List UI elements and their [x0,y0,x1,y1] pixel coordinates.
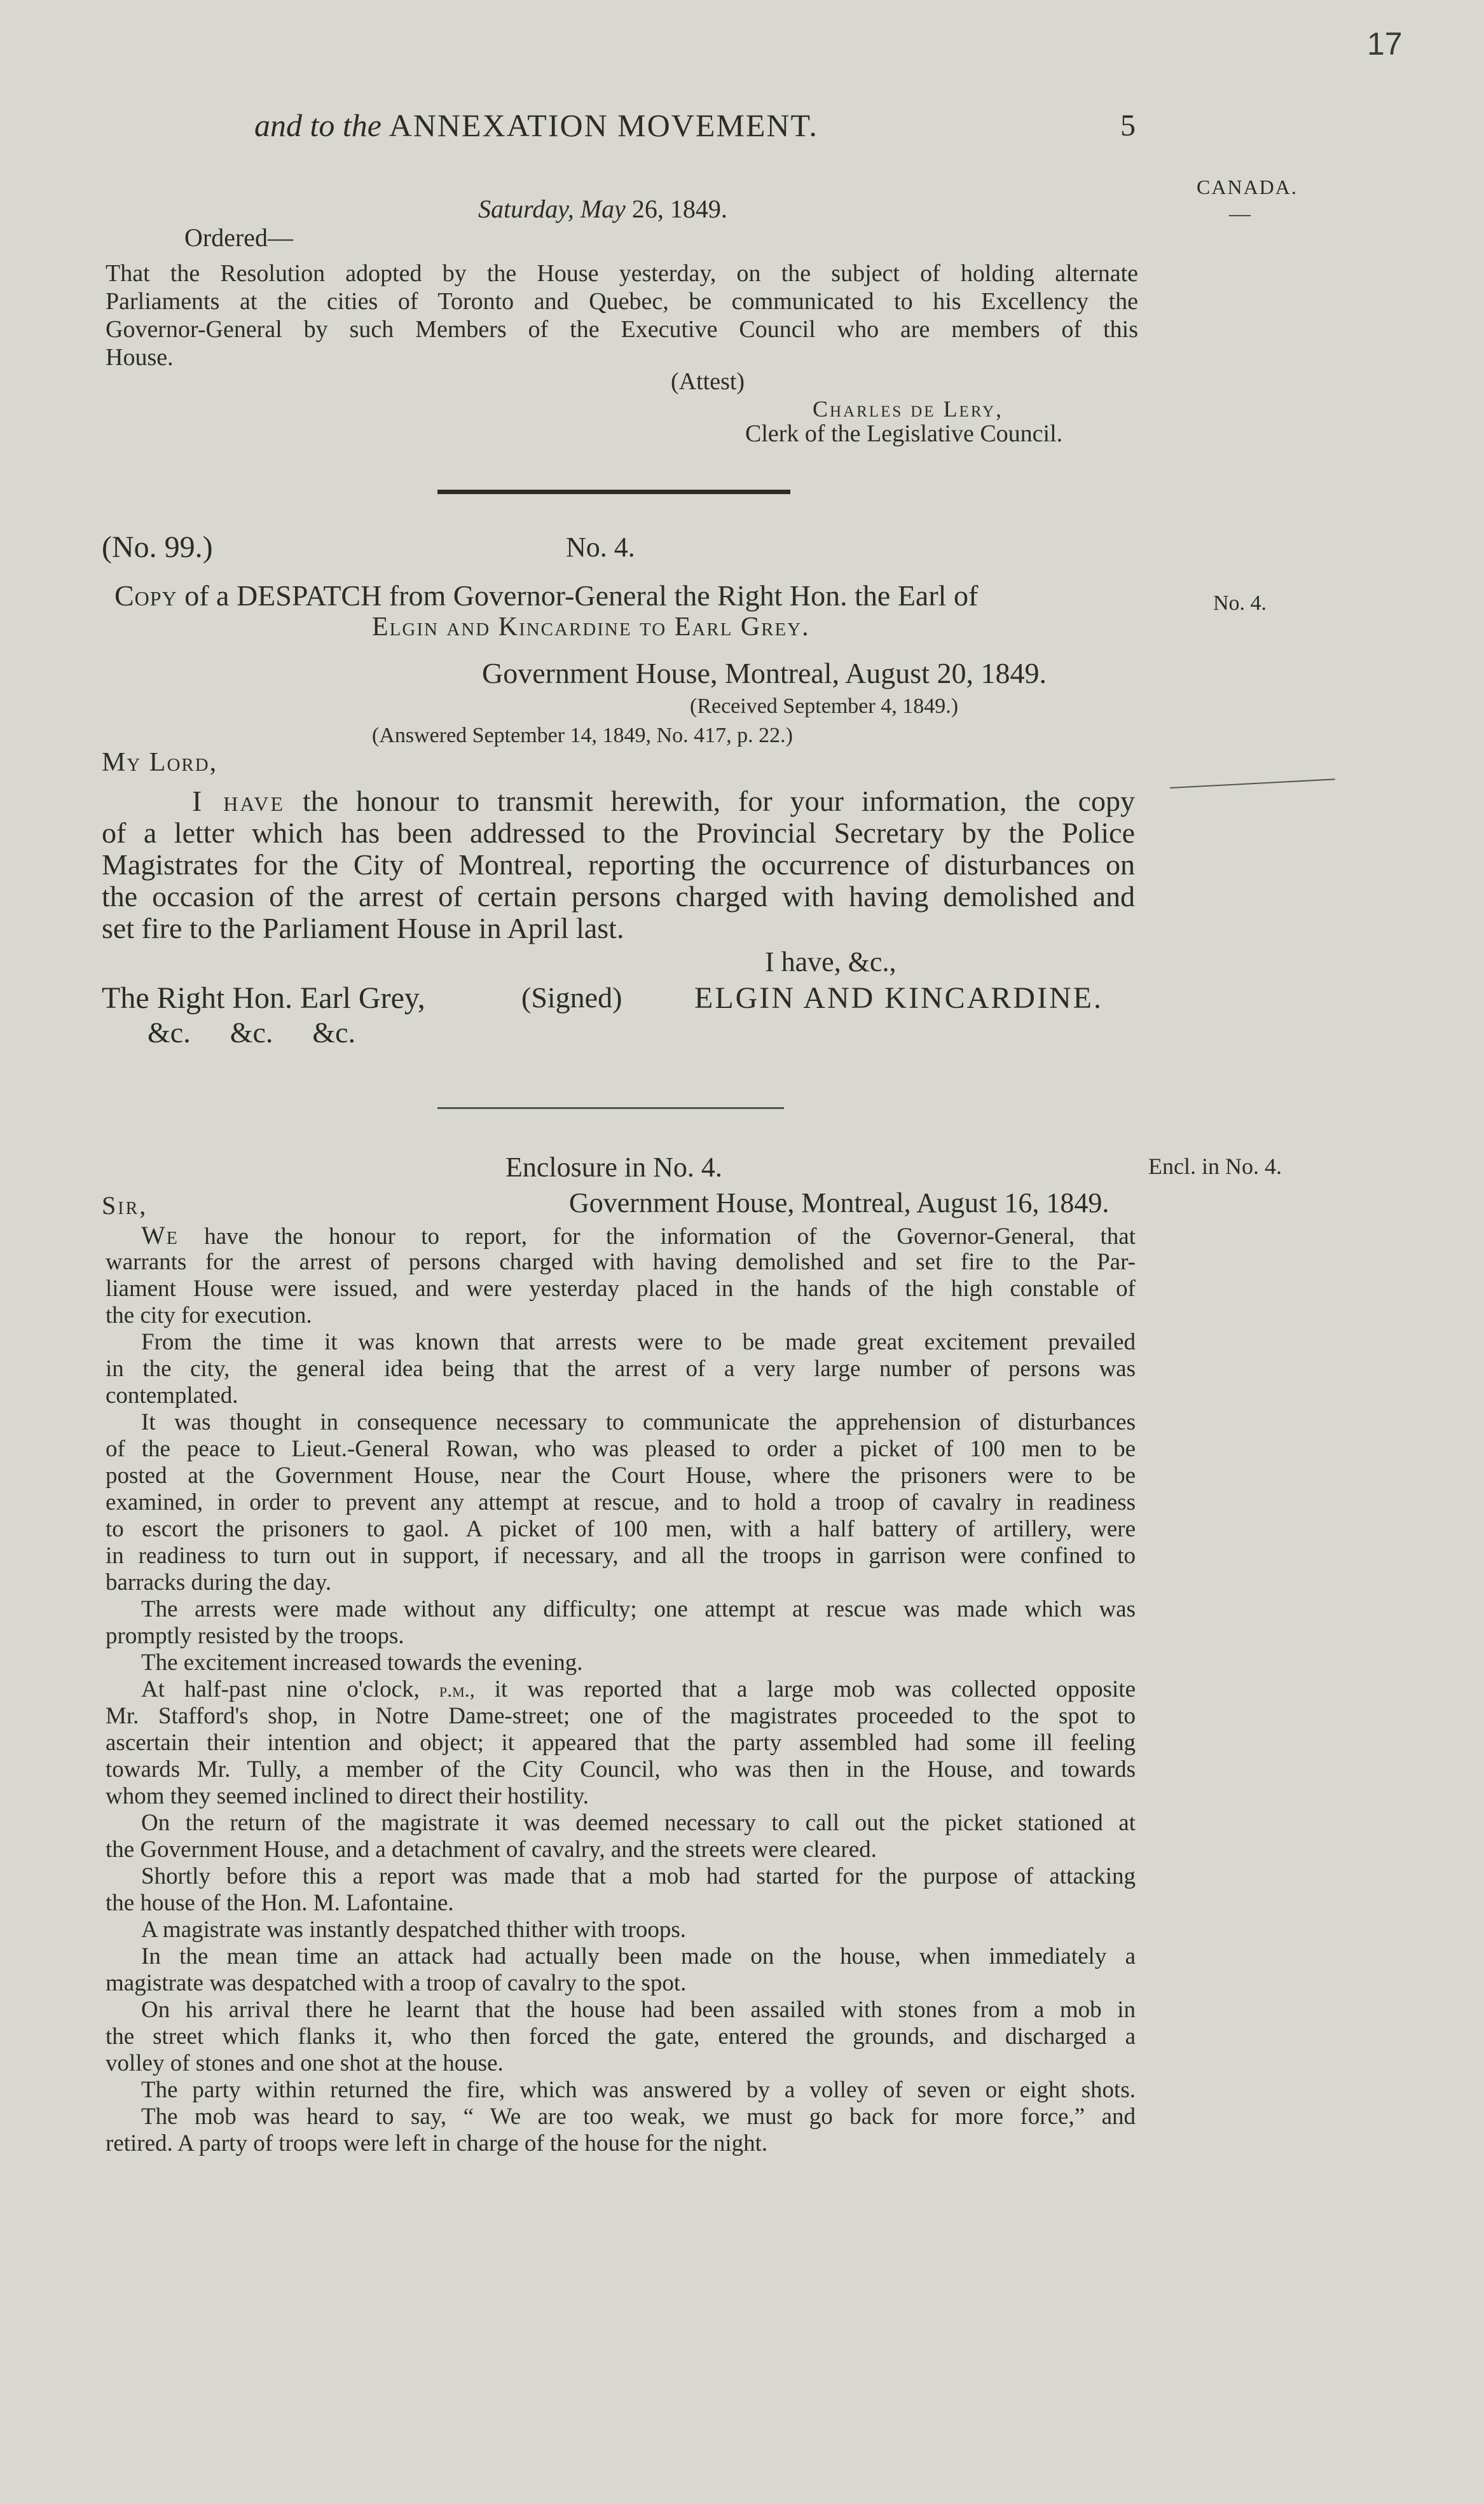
attest-label: (Attest) [671,368,745,395]
etc-item: &c. [230,1016,273,1049]
despatch-first-rest: the honour to transmit herewith, for your information, the copy [302,785,1136,817]
despatch-closing: I have, &c., [765,946,897,977]
enclosure-line [141,1676,1136,1703]
running-page-number: 5 [1120,109,1136,142]
page-number: 17 [1367,26,1403,62]
despatch-answered: (Answered September 14, 1849, No. 417, p. 22.) [372,724,793,747]
enclosure-pm: p.m., [439,1678,475,1701]
despatch-first-word: I have [192,785,285,817]
despatch-place-date: Government House, Montreal, August 20, 1849. [482,657,1047,689]
despatch-no: No. 4. [566,532,635,563]
enclosure-line: the house of the Hon. M. Lafontaine. [106,1890,454,1916]
enclosure-line: It was thought in consequence necessary to communicate the apprehension of disturbances [141,1409,1136,1435]
despatch-line: Magistrates for the City of Montreal, reporting the occurrence of disturbances on [102,848,1135,881]
running-head-title: ANNEXATION MOVEMENT. [388,107,818,143]
enclosure-line: to escort the prisoners to gaol. A picket of 100 men, with a half battery of artillery, were [106,1516,1136,1542]
enclosure-place-date: Government House, Montreal, August 16, 1849. [569,1187,1110,1218]
enclosure-line: the Government House, and a detachment of cavalry, and the streets were cleared. [106,1837,877,1863]
enclosure-line: retired. A party of troops were left in charge of the house for the night. [106,2130,768,2156]
enclosure-line: A magistrate was instantly despatched thither with troops. [141,1917,686,1943]
enclosure-line: whom they seemed inclined to direct their hostility. [106,1783,589,1809]
despatch-line: set fire to the Parliament House in April last. [102,912,624,944]
enclosure-line: in readiness to turn out in support, if necessary, and all the troops in garrison were confined to [106,1543,1136,1569]
resolution-line: Governor-General by such Members of the Executive Council who are members of this [106,316,1138,343]
resolution-date [478,194,727,224]
enclosure-line: The party within returned the fire, which was answered by a volley of seven or eight shots. [141,2077,1136,2103]
enclosure-first-word: We [141,1221,179,1250]
enclosure-line: Shortly before this a report was made that a mob had started for the purpose of attacking [141,1863,1136,1889]
enclosure-line: The excitement increased towards the evening. [141,1650,583,1676]
enclosure-line: in the city, the general idea being that the arrest of a very large number of persons was [106,1356,1136,1382]
etc-item: &c. [148,1016,191,1049]
running-head-italic: and to the [254,107,381,143]
resolution-line: House. [106,344,174,371]
enclosure-salutation: Sir, [102,1191,148,1220]
despatch-salutation: My Lord, [102,748,218,777]
resolution-line: Parliaments at the cities of Toronto and Quebec, be communicated to his Excellency the [106,288,1138,315]
despatch-title-line2: Elgin and Kincardine to Earl Grey. [372,612,810,642]
enclosure-line: examined, in order to prevent any attempt at rescue, and to hold a troop of cavalry in readiness [106,1489,1136,1515]
despatch-line: of a letter which has been addressed to the Provincial Secretary by the Police [102,817,1135,849]
signatory-title: Clerk of the Legislative Council. [745,420,1063,447]
enclosure-line: ascertain their intention and object; it appeared that the party assembled had some ill feeling [106,1730,1136,1756]
enclosure-line: The mob was heard to say, “ We are too weak, we must go back for more force,” and [141,2104,1136,2130]
enclosure-line: On the return of the magistrate it was deemed necessary to call out the picket stationed at [141,1810,1136,1836]
etc-row [148,1016,395,1049]
section-divider [437,490,790,494]
enclosure-line: warrants for the arrest of persons charged with having demolished and set fire to the Par- [106,1249,1136,1275]
margin-note-canada: CANADA. [1197,176,1298,198]
resolution-line: That the Resolution adopted by the House yesterday, on the subject of holding alternate [106,260,1138,287]
resolution-date-year: 26, 1849. [631,195,727,223]
signatory-name: Charles de Lery, [813,396,1004,422]
enclosure-pm-rest: it was reported that a large mob was collected opposite [494,1676,1136,1702]
ordered-label: Ordered— [184,223,294,252]
despatch-title-rest: of a DESPATCH from Governor-General the Right Hon. the Earl of [184,579,979,612]
despatch-title-copy: Copy [114,579,177,612]
section-divider [437,1107,784,1109]
enclosure-line: barracks during the day. [106,1569,332,1596]
enclosure-line: magistrate was despatched with a troop of cavalry to the spot. [106,1970,687,1996]
enclosure-line: In the mean time an attack had actually been made on the house, when immediately a [141,1943,1136,1969]
etc-item: &c. [312,1016,356,1049]
enclosure-line: promptly resisted by the troops. [106,1623,404,1649]
despatch-title [114,579,978,612]
enclosure-line [141,1222,1136,1250]
margin-note-no4: No. 4. [1213,591,1267,615]
despatch-addressee: The Right Hon. Earl Grey, [102,981,425,1015]
margin-note-enclosure: Encl. in No. 4. [1148,1154,1282,1179]
enclosure-pm-lead: At half-past nine o'clock, [141,1676,420,1702]
signed-label: (Signed) [521,981,622,1014]
enclosure-first-rest: have the honour to report, for the information of the Governor-General, that [204,1224,1136,1250]
resolution-date-day: Saturday, May [478,195,626,223]
despatch-line: the occasion of the arrest of certain persons charged with having demolished and [102,880,1135,913]
enclosure-line: the street which flanks it, who then forced the gate, entered the grounds, and discharged a [106,2024,1136,2050]
enclosure-line: posted at the Government House, near the Court House, where the prisoners were to be [106,1463,1136,1489]
enclosure-line: On his arrival there he learnt that the house had been assailed with stones from a mob in [141,1997,1136,2023]
enclosure-line: the city for execution. [106,1302,312,1328]
enclosure-line: The arrests were made without any difficulty; one attempt at rescue was made which was [141,1596,1136,1622]
despatch-number: (No. 99.) [102,530,213,564]
enclosure-line: contemplated. [106,1383,238,1409]
despatch-signer: ELGIN AND KINCARDINE. [694,981,1103,1015]
enclosure-line: of the peace to Lieut.-General Rowan, who was pleased to order a picket of 100 men to be [106,1436,1136,1462]
running-head [254,107,1144,144]
enclosure-line: volley of stones and one shot at the house. [106,2050,504,2076]
margin-pointer-line [1170,778,1335,789]
enclosure-line: towards Mr. Tully, a member of the City Council, who was then in the House, and towards [106,1756,1136,1782]
enclosure-line: Mr. Stafford's shop, in Notre Dame-street; one of the magistrates proceeded to the spot to [106,1703,1136,1729]
despatch-line [192,785,1135,817]
enclosure-line: liament House were issued, and were yesterday placed in the hands of the high constable of [106,1276,1136,1302]
enclosure-line: From the time it was known that arrests were to be made great excitement prevailed [141,1329,1136,1355]
despatch-received: (Received September 4, 1849.) [690,694,959,718]
margin-dash: — [1229,202,1251,226]
enclosure-heading: Enclosure in No. 4. [505,1152,722,1183]
